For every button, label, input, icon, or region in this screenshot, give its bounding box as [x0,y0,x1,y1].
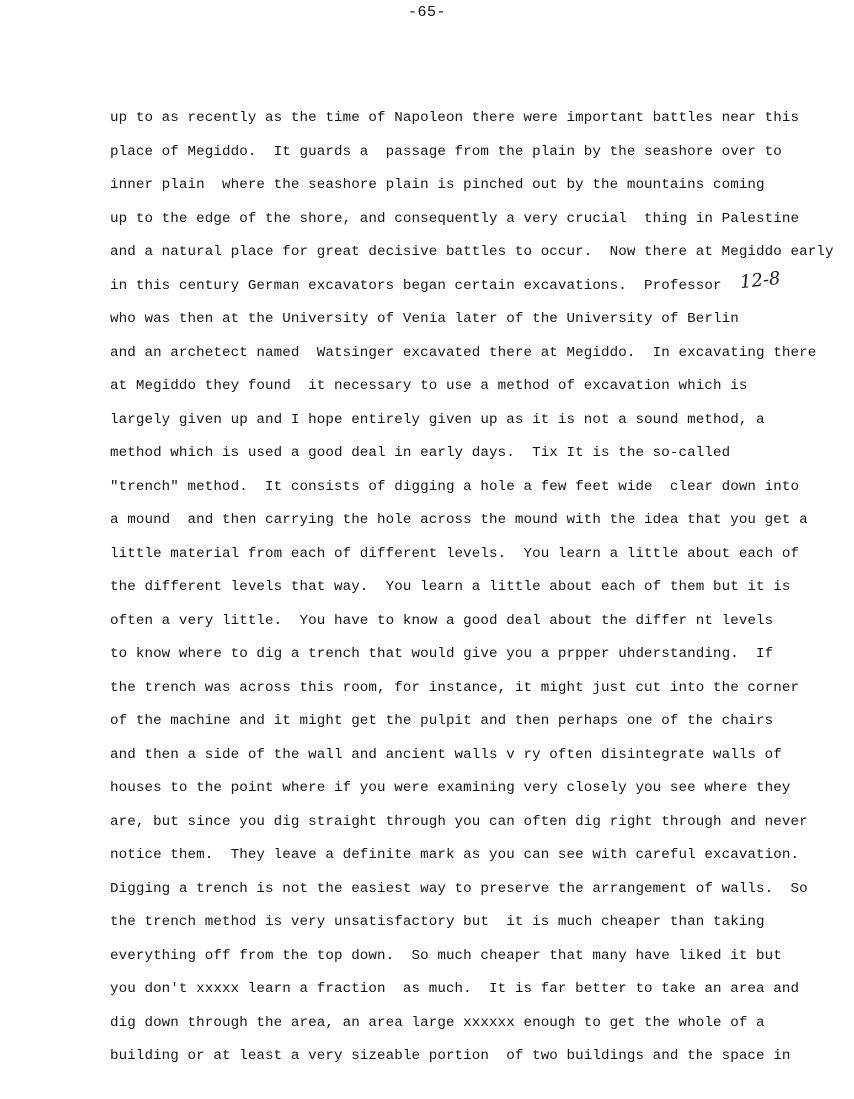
text-line: largely given up and I hope entirely given up as it is not a sound method, a [110,411,765,428]
text-line: the trench was across this room, for instance, it might just cut into the corner [110,679,800,696]
text-line: place of Megiddo. It guards a passage from the plain by the seashore over to [110,143,782,160]
text-line: are, but since you dig straight through you can often dig right through and never [110,813,808,830]
text-line: up to the edge of the shore, and consequently a very crucial thing in Palestine [110,210,800,227]
text-line: to know where to dig a trench that would give you a prpper uhderstanding. If [110,646,774,662]
text-line: up to as recently as the time of Napoleon there were important battles near this [110,110,800,126]
body-text [110,102,834,1074]
text-line: houses to the point where if you were examining very closely you see where they [110,780,791,796]
text-line: a mound and then carrying the hole across the mound with the idea that you get a [110,512,808,528]
handwritten-margin-note: 12-8 [739,267,782,294]
text-line: "trench" method. It consists of digging a hole a few feet wide clear down into [110,478,800,495]
text-line: often a very little. You have to know a good deal about the differ nt levels [110,612,774,629]
text-line: at Megiddo they found it necessary to use a method of excavation which is [110,378,748,394]
text-line: the different levels that way. You learn a little about each of them but it is [110,579,791,595]
text-line: who was then at the University of Venia later of the University of Berlin [110,311,739,327]
text-line: the trench method is very unsatisfactory but it is much cheaper than taking [110,914,765,930]
text-line: and a natural place for great decisive battles to occur. Now there at Megiddo early [110,244,834,260]
text-line: dig down through the area, an area large xxxxxx enough to get the whole of a [110,1014,765,1031]
text-line: notice them. They leave a definite mark as you can see with careful excavation. [110,847,800,863]
text-line: and then a side of the wall and ancient walls v ry often disintegrate walls of [110,746,782,763]
text-line: inner plain where the seashore plain is pinched out by the mountains coming [110,177,765,193]
text-line: everything off from the top down. So much cheaper that many have liked it but [110,947,782,964]
text-line: you don't xxxxx learn a fraction as much. It is far better to take an area and [110,981,800,997]
text-line: and an archetect named Watsinger excavated there at Megiddo. In excavating there [110,344,817,361]
text-line: Digging a trench is not the easiest way to preserve the arrangement of walls. So [110,880,808,897]
text-line: in this century German excavators began certain excavations. Professor [110,277,722,294]
text-line: building or at least a very sizeable portion of two buildings and the space in [110,1048,791,1064]
text-line: method which is used a good deal in early days. Tix It is the so-called [110,445,731,461]
text-line: of the machine and it might get the pulpit and then perhaps one of the chairs [110,713,774,729]
text-line: little material from each of different levels. You learn a little about each of [110,545,800,562]
page-number: -65- [407,4,446,21]
